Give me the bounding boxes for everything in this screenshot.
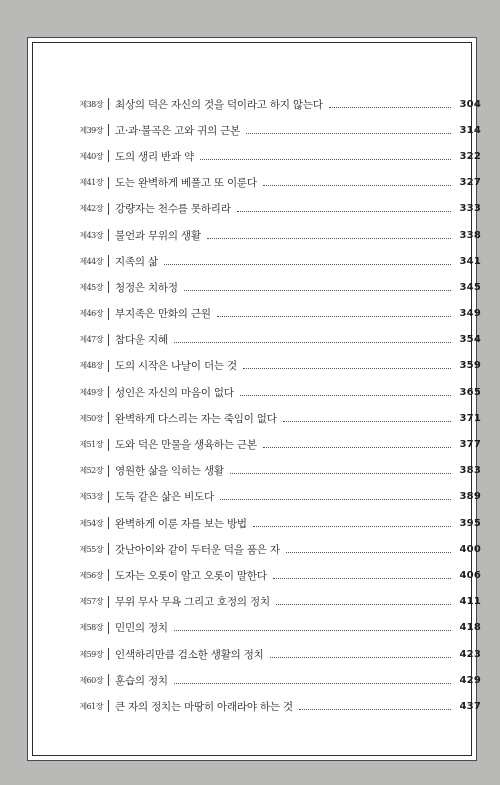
dot-leader xyxy=(230,473,451,474)
chapter-title: 민민의 정치 xyxy=(115,622,168,635)
separator-bar xyxy=(108,543,109,555)
page-number: 395 xyxy=(459,517,481,529)
toc-entry xyxy=(63,615,481,641)
separator-bar xyxy=(108,98,109,110)
chapter-title: 도와 덕은 만물을 생육하는 근본 xyxy=(115,439,257,452)
toc-entry xyxy=(63,143,481,169)
toc-entry xyxy=(63,117,481,143)
chapter-title: 갓난아이와 같이 두터운 덕을 품은 자 xyxy=(115,543,280,556)
chapter-title: 지족의 삶 xyxy=(115,255,158,268)
chapter-number: 제54장 xyxy=(79,518,103,528)
separator-bar xyxy=(108,360,109,372)
toc-entry xyxy=(63,196,481,222)
chapter-title: 성인은 자신의 마음이 없다 xyxy=(115,386,234,399)
table-of-contents xyxy=(63,91,481,720)
toc-entry xyxy=(63,693,481,719)
page-number: 371 xyxy=(459,412,481,424)
dot-leader xyxy=(273,578,451,579)
dot-leader xyxy=(174,683,451,684)
page-number: 333 xyxy=(459,203,481,215)
page-number: 377 xyxy=(459,439,481,451)
chapter-number: 제58장 xyxy=(79,623,103,633)
chapter-number: 제41장 xyxy=(79,178,103,188)
page-number: 327 xyxy=(459,177,481,189)
dot-leader xyxy=(263,185,451,186)
chapter-number: 제43장 xyxy=(79,230,103,240)
chapter-title: 청정은 치하정 xyxy=(115,281,178,294)
chapter-title: 참다운 지혜 xyxy=(115,334,168,347)
page-number: 341 xyxy=(459,255,481,267)
chapter-number: 제56장 xyxy=(79,570,103,580)
chapter-title: 불언과 무위의 생활 xyxy=(115,229,201,242)
chapter-title: 도의 생리 반과 약 xyxy=(115,150,195,163)
page-number: 359 xyxy=(459,360,481,372)
page-number: 322 xyxy=(459,150,481,162)
toc-entry xyxy=(63,641,481,667)
toc-entry xyxy=(63,431,481,457)
dot-leader xyxy=(263,447,451,448)
dot-leader xyxy=(200,159,451,160)
chapter-title: 완벽하게 다스리는 자는 죽임이 없다 xyxy=(115,412,277,425)
page-number: 314 xyxy=(459,124,481,136)
page-number: 411 xyxy=(459,596,481,608)
page-number: 349 xyxy=(459,308,481,320)
chapter-number: 제42장 xyxy=(79,204,103,214)
toc-entry xyxy=(63,301,481,327)
chapter-number: 제61장 xyxy=(79,701,103,711)
page-number: 354 xyxy=(459,334,481,346)
chapter-number: 제50장 xyxy=(79,413,103,423)
separator-bar xyxy=(108,412,109,424)
chapter-title: 최상의 덕은 자신의 것을 덕이라고 하지 않는다 xyxy=(115,98,323,111)
dot-leader xyxy=(184,290,451,291)
chapter-number: 제59장 xyxy=(79,649,103,659)
separator-bar xyxy=(108,648,109,660)
toc-entry xyxy=(63,170,481,196)
dot-leader xyxy=(286,552,451,553)
separator-bar xyxy=(108,229,109,241)
page-number: 423 xyxy=(459,648,481,660)
chapter-title: 도자는 오롯이 알고 오롯이 말한다 xyxy=(115,569,267,582)
toc-entry xyxy=(63,510,481,536)
separator-bar xyxy=(108,569,109,581)
separator-bar xyxy=(108,255,109,267)
toc-entry xyxy=(63,248,481,274)
toc-entry xyxy=(63,405,481,431)
separator-bar xyxy=(108,674,109,686)
separator-bar xyxy=(108,386,109,398)
chapter-number: 제44장 xyxy=(79,256,103,266)
dot-leader xyxy=(240,395,451,396)
separator-bar xyxy=(108,596,109,608)
toc-entry xyxy=(63,91,481,117)
page-number: 429 xyxy=(459,674,481,686)
chapter-title: 완벽하게 이룬 자를 보는 방법 xyxy=(115,517,247,530)
chapter-number: 제51장 xyxy=(79,440,103,450)
chapter-number: 제38장 xyxy=(79,99,103,109)
toc-entry xyxy=(63,562,481,588)
dot-leader xyxy=(174,342,451,343)
separator-bar xyxy=(108,203,109,215)
separator-bar xyxy=(108,491,109,503)
dot-leader xyxy=(243,368,451,369)
separator-bar xyxy=(108,177,109,189)
separator-bar xyxy=(108,622,109,634)
separator-bar xyxy=(108,150,109,162)
chapter-number: 제60장 xyxy=(79,675,103,685)
toc-entry xyxy=(63,274,481,300)
chapter-number: 제45장 xyxy=(79,282,103,292)
chapter-number: 제47장 xyxy=(79,335,103,345)
separator-bar xyxy=(108,439,109,451)
page-number: 389 xyxy=(459,491,481,503)
chapter-number: 제52장 xyxy=(79,466,103,476)
page-number: 406 xyxy=(459,569,481,581)
chapter-title: 부지족은 만화의 근원 xyxy=(115,308,211,321)
chapter-title: 도의 시작은 나날이 더는 것 xyxy=(115,360,237,373)
toc-entry xyxy=(63,536,481,562)
book-page xyxy=(32,42,481,756)
chapter-number: 제40장 xyxy=(79,151,103,161)
chapter-title: 도둑 같은 삶은 비도다 xyxy=(115,491,214,504)
chapter-number: 제53장 xyxy=(79,492,103,502)
dot-leader xyxy=(207,238,451,239)
dot-leader xyxy=(174,630,451,631)
page-number: 365 xyxy=(459,386,481,398)
chapter-number: 제46장 xyxy=(79,309,103,319)
chapter-number: 제49장 xyxy=(79,387,103,397)
chapter-title: 큰 자의 정치는 마땅히 아래라야 하는 것 xyxy=(115,700,293,713)
dot-leader xyxy=(270,657,451,658)
chapter-title: 훈습의 정치 xyxy=(115,674,168,687)
dot-leader xyxy=(253,526,451,527)
page-number: 400 xyxy=(459,543,481,555)
toc-entry xyxy=(63,484,481,510)
dot-leader xyxy=(246,133,451,134)
toc-entry xyxy=(63,222,481,248)
page-number: 418 xyxy=(459,622,481,634)
chapter-title: 인색하리만큼 검소한 생활의 정치 xyxy=(115,648,264,661)
toc-entry xyxy=(63,327,481,353)
page-number: 437 xyxy=(459,700,481,712)
toc-entry xyxy=(63,589,481,615)
toc-entry xyxy=(63,353,481,379)
separator-bar xyxy=(108,700,109,712)
chapter-title: 고·과·불곡은 고와 귀의 근본 xyxy=(115,124,241,137)
separator-bar xyxy=(108,281,109,293)
chapter-number: 제39장 xyxy=(79,125,103,135)
dot-leader xyxy=(237,211,451,212)
dot-leader xyxy=(283,421,451,422)
separator-bar xyxy=(108,308,109,320)
dot-leader xyxy=(329,107,451,108)
toc-entry xyxy=(63,379,481,405)
chapter-number: 제48장 xyxy=(79,361,103,371)
chapter-title: 무위 무사 무욕 그리고 호정의 정치 xyxy=(115,596,270,609)
dot-leader xyxy=(276,604,451,605)
chapter-number: 제55장 xyxy=(79,544,103,554)
toc-entry xyxy=(63,667,481,693)
chapter-title: 도는 완벽하게 베풀고 또 이룬다 xyxy=(115,177,257,190)
page-number: 383 xyxy=(459,465,481,477)
separator-bar xyxy=(108,124,109,136)
dot-leader xyxy=(299,709,451,710)
page-number: 345 xyxy=(459,281,481,293)
toc-entry xyxy=(63,458,481,484)
dot-leader xyxy=(164,264,451,265)
dot-leader xyxy=(220,499,451,500)
chapter-title: 강량자는 천수를 못하리라 xyxy=(115,203,231,216)
chapter-title: 영원한 삶을 익히는 생활 xyxy=(115,465,224,478)
separator-bar xyxy=(108,465,109,477)
separator-bar xyxy=(108,517,109,529)
dot-leader xyxy=(217,316,451,317)
page-number: 338 xyxy=(459,229,481,241)
page-number: 304 xyxy=(459,98,481,110)
separator-bar xyxy=(108,334,109,346)
chapter-number: 제57장 xyxy=(79,597,103,607)
